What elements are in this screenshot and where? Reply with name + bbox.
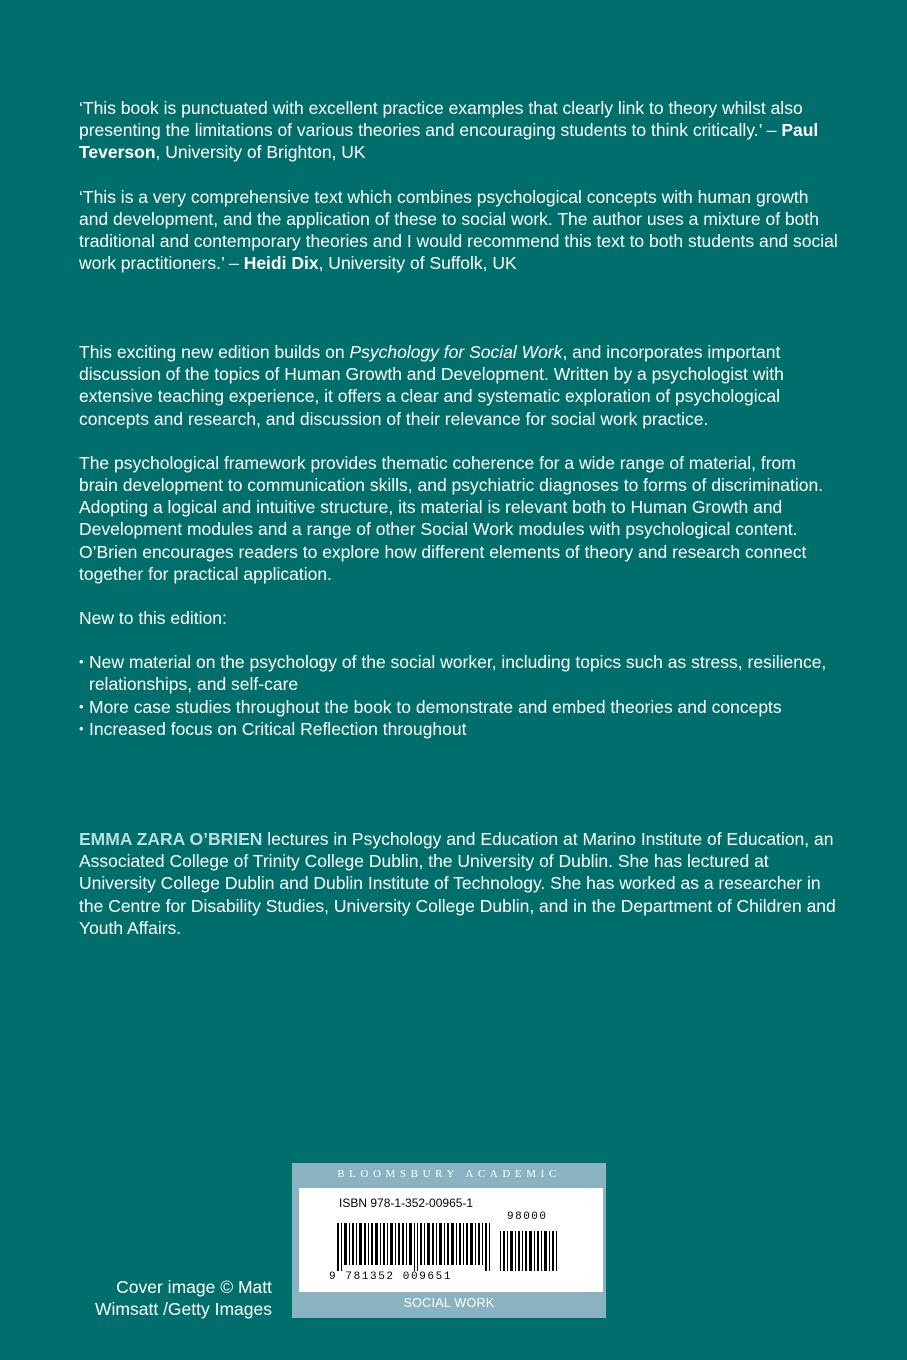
bio-paragraph [79, 828, 839, 939]
new-edition-heading: New to this edition: [79, 608, 227, 629]
author-bio [79, 828, 839, 939]
author-name: EMMA ZARA O’BRIEN [79, 829, 263, 849]
subject-category: SOCIAL WORK [403, 1296, 495, 1310]
quote-text: ‘This is a very comprehensive text which combines psychological concepts with human growth and development, and the application of these to social work. The author uses a mixture of both traditional and contemporary theories and I would recommend this text to both students and social work practitioners.’ – [79, 186, 838, 274]
ean-digits: 9 781352 009651 [329, 1271, 453, 1283]
quote-affiliation: , University of Brighton, UK [155, 142, 366, 163]
barcode-image [337, 1223, 567, 1271]
cover-image-credit: Cover image © Matt Wimsatt /Getty Images [95, 1277, 272, 1319]
barcode-panel [292, 1163, 606, 1318]
bio-text: lectures in Psychology and Education at Marino Institute of Education, an Associated College of Trinity College Dublin, the University of Dublin. She has lectured at University College Dublin and Dublin Institute of Technology. She has worked as a researcher in the Centre for Disability Studies, University College Dublin, and in the Department of Children and Youth Affairs. [79, 829, 836, 938]
new-features-list [79, 651, 839, 740]
description-paragraph [79, 341, 839, 430]
description-text: This exciting new edition builds on [79, 342, 350, 362]
book-description [79, 341, 839, 740]
review-quote [79, 97, 839, 164]
list-item: • New material on the psychology of the social worker, including topics such as stress, resilience, relationships, and self-care [79, 651, 839, 695]
quote-affiliation: , University of Suffolk, UK [318, 253, 517, 274]
previous-edition-title: Psychology for Social Work [349, 342, 563, 362]
list-item: • Increased focus on Critical Reflection throughout [79, 718, 839, 740]
list-item: • More case studies throughout the book to demonstrate and embed theories and concepts [79, 696, 839, 718]
quote-author: Paul Teverson [79, 120, 819, 163]
description-text: , and incorporates important discussion of the topics of Human Growth and Development. Written by a psychologist with extensive teaching experience, it offers a clear and systematic exploration of psychological concepts and research, and discussion of their relevance for social work practice. [79, 342, 784, 429]
publisher-name: BLOOMSBURY ACADEMIC [337, 1168, 561, 1180]
barcode-box [299, 1188, 603, 1292]
quote-author: Heidi Dix [243, 253, 319, 274]
isbn-label: ISBN 978-1-352-00965-1 [339, 1196, 474, 1210]
price-code: 98000 [507, 1211, 548, 1223]
quote-text: ‘This book is punctuated with excellent practice examples that clearly link to theory whilst also presenting the limitations of various theories and encouraging students to think critically.’ – [79, 98, 803, 141]
description-paragraph: The psychological framework provides thematic coherence for a wide range of material, from brain development to communication skills, and psychiatric diagnoses to forms of discrimination. Adopting a logical and intuitive structure, its material is relevant both to Human Growth and Development modules and a range of other Social Work modules with psychological content. O’Brien encourages readers to explore how different elements of theory and research connect together for practical application. [79, 452, 824, 584]
review-quotes [79, 97, 839, 274]
review-quote [79, 186, 839, 275]
